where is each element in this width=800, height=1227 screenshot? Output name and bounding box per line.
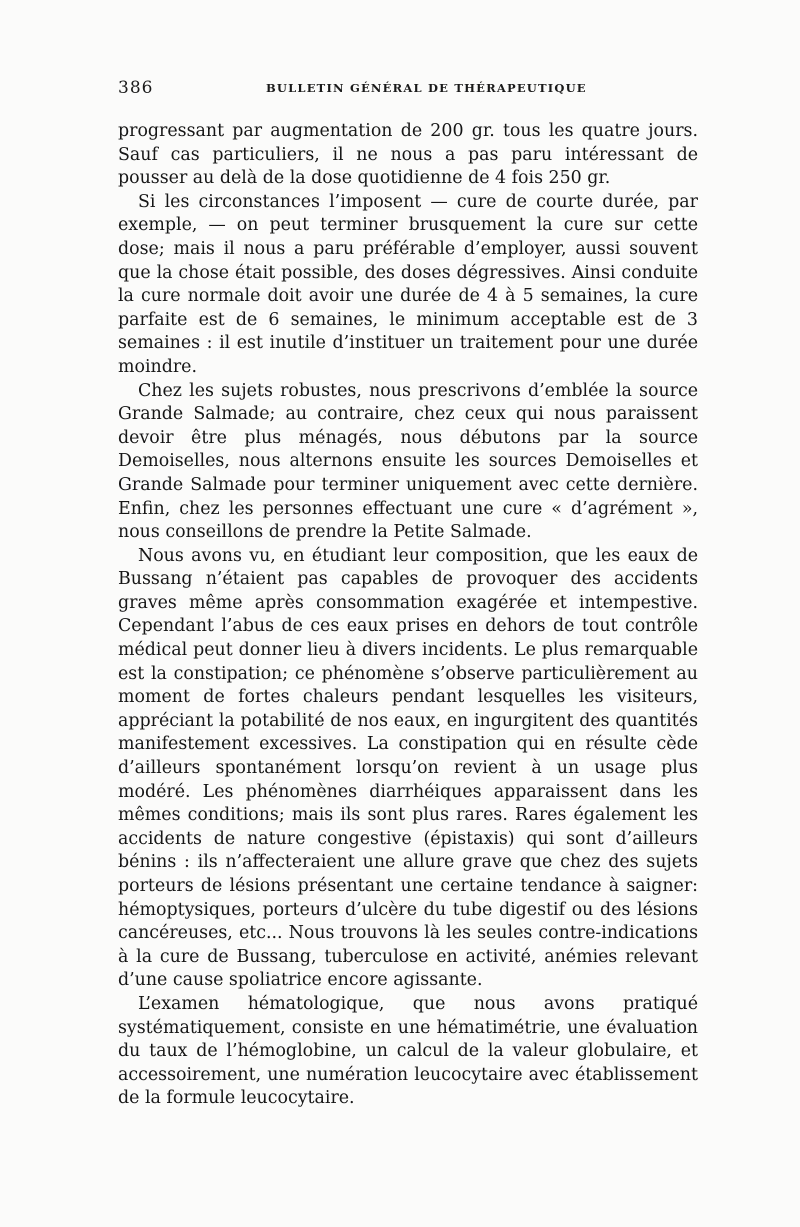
paragraph-incidents: Nous avons vu, en étudiant leur composition, que les eaux de Bussang n’étaient pas capables de provoquer des accidents graves même après consommation exagérée et intempestive. Cependant l’abus de ces eaux prises en dehors de tout contrôle médical peut donner lieu à divers incidents. Le plus remarquable est la constipation; ce phénomène s’observe particulièrement au moment de fortes chaleurs pendant lesquelles les visiteurs, appréciant la potabilité de nos eaux, en ingurgitent des quantités manifestement excessives. La constipation qui en résulte cède d’ailleurs spontanément lorsqu’on revient à un usage plus modéré. Les phénomènes diarrhéiques apparaissent dans les mêmes conditions; mais ils sont plus rares. Rares également les accidents de nature congestive (épistaxis) qui sont d’ailleurs bénins : ils n’affecteraient une allure grave que chez des sujets porteurs de lésions présentant une certaine tendance à saigner: hémoptysiques, porteurs d’ulcère du tube digestif ou des lésions cancéreuses, etc... Nous trouvons là les seules contre-indications à la cure de Bussang, tuberculose en activité, anémies relevant d’une cause spoliatrice encore agissante. bbox=[118, 545, 698, 991]
running-head: BULLETIN GÉNÉRAL DE THÉRAPEUTIQUE bbox=[266, 81, 587, 95]
paragraph-hematology: L’examen hématologique, que nous avons pratiqué systématiquement, consiste en une hématimétrie, une évaluation du taux de l’hémoglobine, un calcul de la valeur globulaire, et accessoirement, une numération leucocytaire avec établissement de la formule leucocytaire. bbox=[118, 993, 698, 1109]
paragraph-continued: progressant par augmentation de 200 gr. tous les quatre jours. Sauf cas particuliers, il ne nous a pas paru intéressant de pousser au delà de la dose quotidienne de 4 fois 250 gr. bbox=[118, 121, 698, 189]
paragraph-cure-duration: Si les circonstances l’imposent — cure de courte durée, par exemple, — on peut terminer brusquement la cure sur cette dose; mais il nous a paru préférable d’employer, aussi souvent que la chose était possible, des doses dégressives. Ainsi conduite la cure normale doit avoir une durée de 4 à 5 semaines, la cure parfaite est de 6 semaines, le minimum acceptable est de 3 semaines : il est inutile d’instituer un traitement pour une durée moindre. bbox=[118, 191, 698, 377]
body-text bbox=[118, 120, 698, 1111]
paragraph-sources: Chez les sujets robustes, nous prescrivons d’emblée la source Grande Salmade; au contraire, chez ceux qui nous paraissent devoir être plus ménagés, nous débutons par la source Demoiselles, nous alternons ensuite les sources Demoiselles et Grande Salmade pour terminer uniquement avec cette dernière. Enfin, chez les personnes effectuant une cure « d’agrément », nous conseillons de prendre la Petite Salmade. bbox=[118, 380, 698, 543]
page-header bbox=[118, 78, 698, 102]
page-number: 386 bbox=[118, 78, 154, 98]
